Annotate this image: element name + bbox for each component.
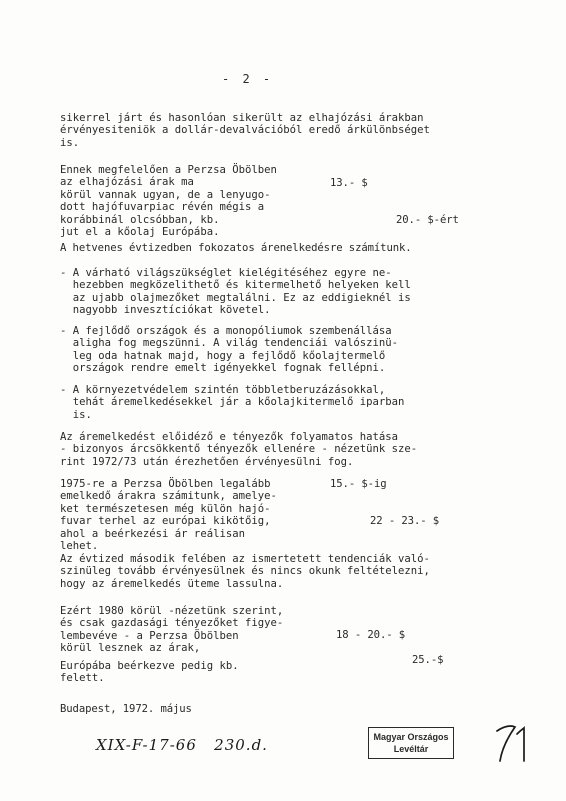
second-half-paragraph: Az évtized második felében az ismertetett tendenciák való- szinüleg tovább érvényesülnek és nincs okunk feltételezni, hogy az áremelkedés üteme lassulna. <box>60 553 430 590</box>
bullet-monopolies: - A fejlődő országok és a monopóliumok szembenállása aligha fog megszünni. A világ tendenciái valószinü- leg oda hatnak majd, hogy a fejlődő kőolajtermelő országok rendre emelt igényekkel fognak fellépni. <box>60 325 399 375</box>
bullet-environment: - A környezetvédelem szintén többletberuzázásokkal, tehát áremelkedésekkel jár a kőolajkitermelő iparban is. <box>60 384 405 421</box>
intro-paragraph: sikerrel járt és hasonlóan sikerült az elhajózási árakban érvényesiteniök a dollár-devalvációból eredő árkülönbséget is. <box>60 112 430 149</box>
price-15: 15.- $-ig <box>330 478 387 490</box>
price-22-23: 22 - 23.- $ <box>370 515 440 527</box>
europe-paragraph: Európába beérkezve pedig kb. felett. <box>60 660 239 685</box>
forecast-1980-paragraph: Ezért 1980 körül -nézetünk szerint, és csak gazdasági tényezőket figye- lembevéve - a Perzsa Öbölben körül lesznek az árak, <box>60 605 284 655</box>
page-number: - 2 - <box>222 72 274 86</box>
handwritten-reference: XIX-F-17-66 230.d. <box>96 736 268 754</box>
handwritten-mark-71-icon <box>494 722 534 764</box>
price-13: 13.- $ <box>330 177 368 189</box>
seventies-heading: A hetvenes évtizedben fokozatos árenelkedésre számítunk. <box>60 242 412 254</box>
price-18-20: 18 - 20.- $ <box>336 629 406 641</box>
forecast-1975-paragraph: 1975-re a Perzsa Öbölben legalább emelkedő árakra számitunk, amelye- ket természetesen még külön hajó- fuvar terhel az európai kikötőig, ahol a beérkezési ár reálisan lehet. <box>60 478 277 553</box>
price-25: 25.-$ <box>412 654 444 666</box>
persian-gulf-paragraph: Ennek megfelelően a Perzsa Öbölben az elhajózási árak ma körül vannak ugyan, de a lenyugo- dott hajófuvarpiac révén mégis a korábbinál olcsóbban, kb. jut el a kőolaj Európába. <box>60 164 277 239</box>
archive-stamp: Magyar Országos Levéltár <box>368 727 454 759</box>
date-line: Budapest, 1972. május <box>60 703 192 715</box>
bullet-demand: - A várható világszükséglet kielégitéséhez egyre ne- hezebben megközelithető és kitermelhető helyeken kell az ujabb olajmezőket megtalálni. Ez az eddigieknél is nagyobb invesztíciókat követel. <box>60 267 411 317</box>
factors-paragraph: Az áremelkedést előidéző e tényezők folyamatos hatása - bizonyos árcsökkentő tényezők ellenére - nézetünk sze- rint 1972/73 után érezhetően érvényesülni fog. <box>60 431 418 468</box>
price-20: 20.- $-ért <box>396 214 459 226</box>
